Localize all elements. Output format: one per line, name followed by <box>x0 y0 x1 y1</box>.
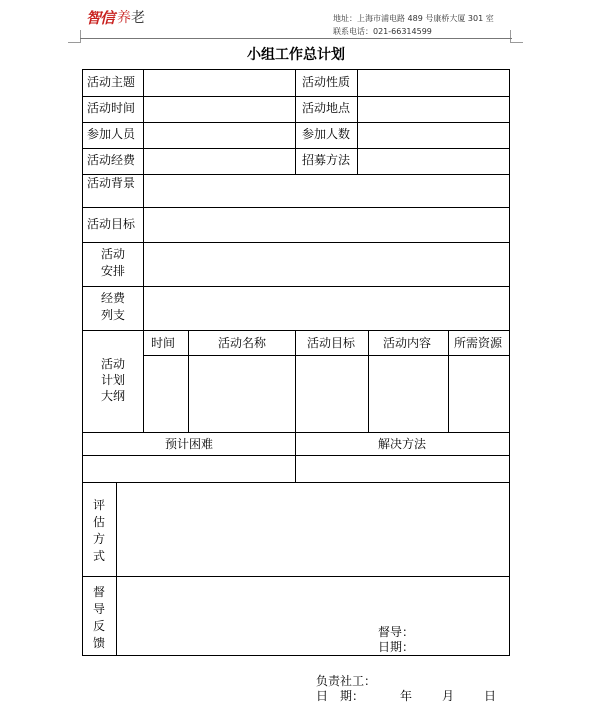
label-plan-outline: 活动计划大纲 <box>100 357 125 403</box>
plan-col-activity-content: 活动内容 <box>383 336 432 350</box>
label-footer-date: 日 期： <box>316 689 365 703</box>
phone-text: 联系电话：021-66314599 <box>333 27 432 36</box>
header-divider <box>80 38 512 39</box>
grid-line <box>448 330 449 433</box>
crop-mark-right <box>510 30 523 43</box>
grid-line <box>295 330 296 433</box>
grid-line <box>82 174 510 175</box>
grid-line <box>82 482 510 483</box>
label-recruit-method: 招募方法 <box>302 153 351 167</box>
grid-line <box>82 148 510 149</box>
grid-line <box>82 576 510 577</box>
crop-mark-left <box>68 30 81 43</box>
plan-col-activity-name: 活动名称 <box>218 336 267 350</box>
label-activity-location: 活动地点 <box>302 101 351 115</box>
label-social-worker: 负责社工： <box>316 674 377 688</box>
grid-line <box>143 355 510 356</box>
logo-mark: 智信 <box>86 8 115 27</box>
grid-line <box>82 207 510 208</box>
label-activity-time: 活动时间 <box>87 101 136 115</box>
grid-line <box>82 242 510 243</box>
plan-col-activity-goal: 活动目标 <box>307 336 356 350</box>
grid-line <box>188 330 189 433</box>
label-solution: 解决方法 <box>378 437 427 451</box>
label-activity-arrangement: 活动安排 <box>100 247 125 278</box>
grid-line <box>82 432 510 433</box>
label-month: 月 <box>442 689 455 703</box>
label-supervision-feedback: 督导反馈 <box>92 585 105 650</box>
grid-line <box>116 482 117 656</box>
grid-line <box>82 286 510 287</box>
grid-line <box>82 122 510 123</box>
label-supervisor: 督导： <box>378 625 415 639</box>
label-supervision-date: 日期： <box>378 640 415 654</box>
label-participant-count: 参加人数 <box>302 127 351 141</box>
grid-line <box>82 69 83 656</box>
label-activity-goal: 活动目标 <box>87 217 136 231</box>
grid-line <box>368 330 369 433</box>
grid-line <box>357 69 358 175</box>
address-text: 地址：上海市浦电路 489 号康桥大厦 301 室 <box>333 14 494 23</box>
plan-col-resources: 所需资源 <box>454 336 503 350</box>
grid-line <box>509 69 510 656</box>
grid-line <box>82 655 510 656</box>
contact-info <box>333 12 494 38</box>
label-activity-theme: 活动主题 <box>87 75 136 89</box>
label-expected-difficulty: 预计困难 <box>165 437 214 451</box>
label-expense-list: 经费列支 <box>100 291 125 322</box>
label-day: 日 <box>484 689 497 703</box>
grid-line <box>82 330 510 331</box>
company-logo <box>86 6 145 28</box>
label-activity-nature: 活动性质 <box>302 75 351 89</box>
label-evaluation-method: 评估方式 <box>92 498 105 563</box>
label-activity-background: 活动背景 <box>87 176 136 190</box>
plan-col-time: 时间 <box>151 336 176 350</box>
label-year: 年 <box>400 689 413 703</box>
label-participants: 参加人员 <box>87 127 136 141</box>
grid-line <box>82 69 510 70</box>
logo-text: 养老 <box>117 10 146 26</box>
grid-line <box>295 432 296 483</box>
form-title: 小组工作总计划 <box>247 47 345 63</box>
grid-line <box>82 96 510 97</box>
label-activity-budget: 活动经费 <box>87 153 136 167</box>
grid-line <box>295 69 296 175</box>
grid-line <box>143 69 144 433</box>
grid-line <box>82 455 510 456</box>
